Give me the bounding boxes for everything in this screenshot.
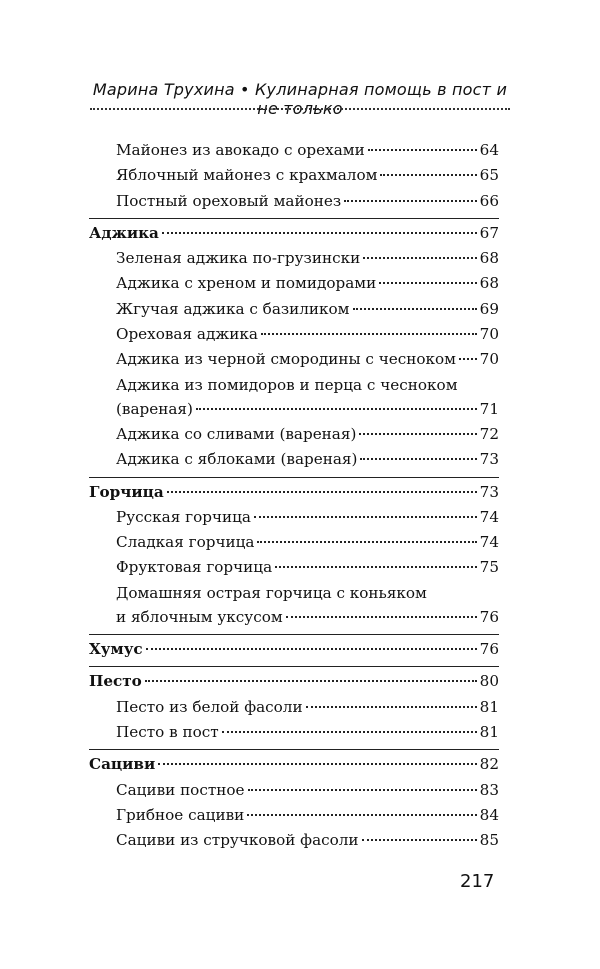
dot-leader [362, 839, 477, 841]
toc-entry-page: 71 [479, 399, 499, 418]
toc-section-heading [89, 752, 499, 777]
toc-entry-title: Аджика с яблоками (вареная) [116, 450, 358, 469]
toc-section-heading-title: Песто [89, 672, 142, 691]
toc-entry-title: Аджика с хреном и помидорами [116, 274, 377, 293]
toc-entry-title: Постный ореховый майонез [116, 191, 342, 210]
page-number: 217 [460, 871, 495, 892]
running-header: Марина Трухина • Кулинарная помощь в пост и не только [92, 80, 508, 118]
dot-leader [145, 680, 477, 682]
toc-entry-page: 65 [479, 166, 499, 185]
toc-entry-page: 74 [479, 533, 499, 552]
toc-entry-first-line: Аджика из помидоров и перца с чесноком [116, 375, 458, 394]
toc-entry-title: Сациви постное [116, 780, 245, 799]
toc-entry-page: 75 [479, 558, 499, 577]
toc-entry [89, 397, 499, 422]
toc-entry-page: 85 [479, 831, 499, 850]
toc-entry [89, 778, 499, 803]
dot-leader [379, 282, 476, 284]
toc-entry-page: 84 [479, 805, 499, 824]
dot-leader [248, 789, 477, 791]
toc-entry [89, 720, 499, 745]
toc-section [89, 478, 499, 635]
toc-entry [89, 505, 499, 530]
toc-entry-title: Грибное сациви [116, 805, 245, 824]
toc-entry [89, 530, 499, 555]
toc-section-heading-title: Горчица [89, 482, 164, 501]
toc-section-heading-title: Аджика [89, 223, 159, 242]
toc-entry-title: Аджика со сливами (вареная) [116, 424, 357, 443]
toc-entry [89, 138, 499, 163]
toc-entry-title: Сладкая горчица [116, 533, 255, 552]
dot-leader [286, 616, 477, 618]
toc-entry-page: 72 [479, 424, 499, 443]
toc-entry [89, 297, 499, 322]
toc-entry-page: 64 [479, 141, 499, 159]
toc-section-heading [89, 480, 499, 505]
dot-leader [167, 491, 477, 493]
dot-leader [275, 566, 477, 568]
toc-entry-title: Яблочный майонез с крахмалом [116, 166, 378, 185]
toc-section [89, 219, 499, 478]
toc-entry [89, 271, 499, 296]
dot-leader [360, 458, 476, 460]
toc-entry [89, 828, 499, 853]
toc-section [89, 635, 499, 667]
dot-leader [162, 232, 477, 234]
toc-entry-title: Сациви из стручковой фасоли [116, 831, 359, 850]
toc-section-heading-page: 82 [479, 755, 499, 774]
toc-entry-title: Майонез из авокадо с орехами [116, 141, 365, 159]
toc-entry-first-line: Домашняя острая горчица с коньяком [116, 583, 427, 602]
toc-section-heading [89, 221, 499, 246]
toc-entry-title: Жгучая аджика с базиликом [116, 299, 350, 318]
toc-entry [89, 605, 499, 630]
toc-entry-title: и яблочным уксусом [116, 607, 283, 626]
toc-entry-page: 70 [479, 350, 499, 369]
toc-entry-title: Песто из белой фасоли [116, 697, 303, 716]
toc-entry-title: Фруктовая горчица [116, 558, 273, 577]
toc-entry-title: Аджика из черной смородины с чесноком [116, 350, 456, 369]
dot-leader [459, 358, 477, 360]
toc-entry-page: 73 [479, 450, 499, 469]
toc-entry [89, 322, 499, 347]
toc-entry [89, 695, 499, 720]
toc-entry-page: 66 [479, 191, 499, 210]
toc-entry-page: 81 [479, 722, 499, 741]
dot-leader [359, 433, 476, 435]
dot-leader [254, 516, 477, 518]
header-dotted-rule [90, 108, 510, 110]
toc-entry-title: Ореховая аджика [116, 325, 258, 344]
toc-entry [89, 803, 499, 828]
toc-entry [89, 189, 499, 214]
toc-entry-page: 69 [479, 299, 499, 318]
toc-entry [89, 422, 499, 447]
dot-leader [353, 308, 477, 310]
toc-entry [89, 555, 499, 580]
dot-leader [306, 706, 477, 708]
toc-entry-title: Песто в пост [116, 722, 219, 741]
toc-section-heading [89, 637, 499, 662]
toc-entry-title: Зеленая аджика по-грузински [116, 249, 361, 268]
toc-entry [89, 347, 499, 372]
toc-section [89, 136, 499, 219]
dot-leader [146, 648, 477, 650]
toc-entry-page: 68 [479, 274, 499, 293]
toc-section-heading-page: 67 [479, 223, 499, 242]
dot-leader [222, 731, 477, 733]
toc-section-heading-page: 73 [479, 482, 499, 501]
toc-entry-page: 83 [479, 780, 499, 799]
toc-entry-title: (вареная) [116, 399, 193, 418]
toc-entry-title: Русская горчица [116, 507, 251, 526]
table-of-contents [89, 136, 499, 857]
dot-leader [344, 200, 477, 202]
toc-entry [89, 163, 499, 188]
toc-section-heading-page: 76 [479, 640, 499, 659]
toc-entry [89, 447, 499, 472]
toc-entry-page: 70 [479, 325, 499, 344]
toc-entry [89, 246, 499, 271]
dot-leader [363, 257, 476, 259]
toc-entry-page: 68 [479, 249, 499, 268]
dot-leader [196, 408, 477, 410]
dot-leader [261, 333, 477, 335]
toc-entry-page: 74 [479, 507, 499, 526]
toc-section-heading-page: 80 [479, 672, 499, 691]
toc-section [89, 750, 499, 857]
toc-section-heading-title: Хумус [89, 640, 143, 659]
toc-section-heading-title: Сациви [89, 755, 156, 774]
dot-leader [380, 174, 476, 176]
dot-leader [368, 149, 477, 151]
toc-entry-page: 81 [479, 697, 499, 716]
toc-entry-page: 76 [479, 607, 499, 626]
dot-leader [247, 814, 476, 816]
dot-leader [158, 763, 476, 765]
dot-leader [257, 541, 476, 543]
toc-section [89, 667, 499, 750]
toc-section-heading [89, 669, 499, 694]
